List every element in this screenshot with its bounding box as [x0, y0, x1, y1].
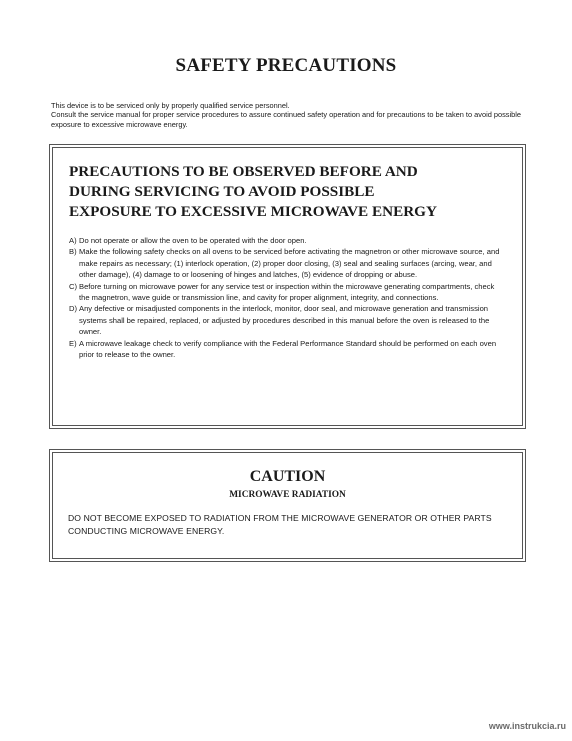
precaution-item-a [69, 235, 505, 246]
precaution-item-e [69, 338, 505, 361]
page-title: SAFETY PRECAUTIONS [175, 55, 397, 76]
precautions-heading-line-3: EXPOSURE TO EXCESSIVE MICROWAVE ENERGY [69, 203, 437, 220]
intro-line-service-personnel: This device is to be serviced only by properly qualified service personnel. [51, 101, 290, 110]
precaution-text: Do not operate or allow the oven to be operated with the door open. [79, 236, 307, 245]
precaution-marker: D) [69, 304, 78, 314]
precautions-box [52, 147, 523, 426]
precautions-heading-line-2: DURING SERVICING TO AVOID POSSIBLE [69, 183, 375, 200]
caution-title: CAUTION [249, 468, 326, 485]
caution-box [52, 452, 523, 559]
precaution-marker: E) [69, 338, 77, 348]
precaution-text: Before turning on microwave power for any service test or inspection within the microwave generating compartments, check the magnetron, wave guide or transmission line, and cavity for proper alignment, integrity, and connections. [79, 281, 495, 303]
precaution-text: Make the following safety checks on all ovens to be serviced before activating the magnetron or other microwave source, and make repairs as necessary; (1) interlock operation, (2) proper door closing, (3) seal and sealing surfaces (arcing, wear, and other damage), (4) damage to or loosening of hinges and latches, (5) evidence of dropping or abuse. [79, 247, 500, 280]
precaution-item-d [69, 303, 505, 337]
precaution-marker: B) [69, 247, 77, 257]
precautions-list [69, 235, 505, 360]
precaution-text: A microwave leakage check to verify compliance with the Federal Performance Standard should be performed on each oven prior to release to the owner. [79, 338, 497, 360]
caution-body-text: DO NOT BECOME EXPOSED TO RADIATION FROM THE MICROWAVE GENERATOR OR OTHER PARTS CONDUCTING MICROWAVE ENERGY. [68, 513, 492, 536]
intro-text [51, 101, 531, 129]
caution-body [68, 512, 513, 538]
precaution-marker: A) [69, 236, 77, 245]
precautions-heading-line-1: PRECAUTIONS TO BE OBSERVED BEFORE AND [69, 163, 418, 180]
precaution-text: Any defective or misadjusted components in the interlock, monitor, door seal, and microwave generation and transmission systems shall be repaired, replaced, or adjusted by procedures described in this manual before the oven is released to the owner. [79, 304, 490, 337]
precautions-heading [69, 162, 509, 222]
precaution-item-c [69, 281, 505, 304]
intro-line-service-manual: Consult the service manual for proper service procedures to assure continued safety operation and for precautions to be taken to avoid possible exposure to excessive microwave energy. [51, 110, 521, 129]
source-watermark: www.instrukcia.ru [488, 721, 566, 731]
precaution-item-b [69, 246, 505, 280]
caution-subtitle: MICROWAVE RADIATION [229, 490, 346, 500]
precaution-marker: C) [69, 281, 78, 291]
